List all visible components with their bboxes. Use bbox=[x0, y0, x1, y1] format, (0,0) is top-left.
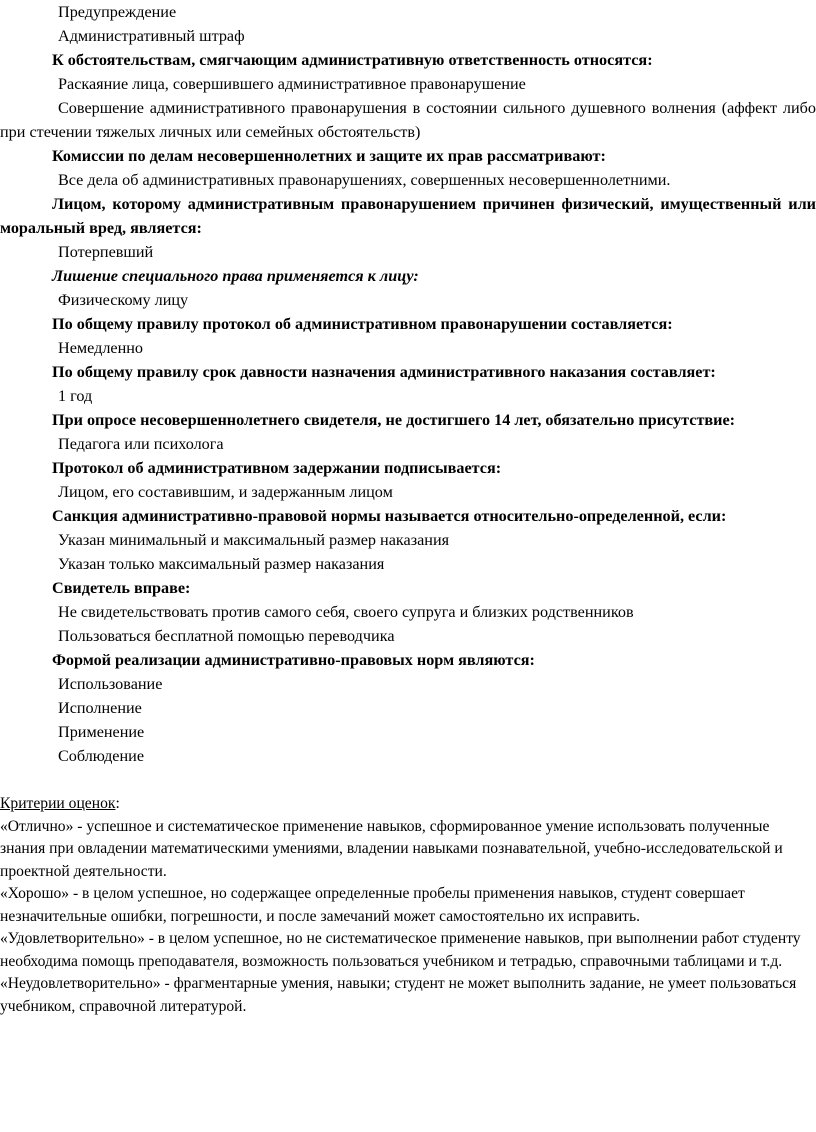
question-heading: Формой реализации административно-правовых норм являются: bbox=[52, 651, 535, 669]
answer-line: Немедленно bbox=[58, 339, 144, 357]
criteria-item-good: «Хорошо» - в целом успешное, но содержащее определенные пробелы применения навыков, студент совершает незначительные ошибки, погрешности, и после замечаний может самостоятельно их исправить. bbox=[0, 885, 745, 925]
grading-criteria bbox=[0, 793, 816, 1018]
criteria-title-text: Критерии оценок bbox=[0, 795, 116, 812]
answer-line: Не свидетельствовать против самого себя, своего супруга и близких родственников bbox=[58, 603, 634, 621]
answer-line: Раскаяние лица, совершившего административное правонарушение bbox=[58, 75, 526, 93]
answer-line: Указан только максимальный размер наказания bbox=[58, 555, 385, 573]
answer-line: Административный штраф bbox=[58, 27, 245, 45]
criteria-title-colon: : bbox=[115, 795, 120, 812]
answer-line: Указан минимальный и максимальный размер наказания bbox=[58, 531, 450, 549]
answer-line: Лицом, его составившим, и задержанным лицом bbox=[58, 483, 393, 501]
question-heading: При опросе несовершеннолетнего свидетеля, не достигшего 14 лет, обязательно присутствие: bbox=[52, 411, 736, 429]
question-heading: Свидетель вправе: bbox=[52, 579, 191, 597]
answer-line: Применение bbox=[58, 723, 145, 741]
question-heading: Лишение специального права применяется к лицу: bbox=[52, 267, 419, 285]
question-heading: Комиссии по делам несовершеннолетних и защите их прав рассматривают: bbox=[52, 147, 606, 165]
answer-line: Совершение административного правонарушения в состоянии сильного душевного волнения (аффект либо при стечении тяжелых личных или семейных обстоятельств) bbox=[0, 99, 816, 141]
answer-line: Потерпевший bbox=[58, 243, 154, 261]
question-heading: Санкция административно-правовой нормы называется относительно-определенной, если: bbox=[52, 507, 727, 525]
answer-line: Соблюдение bbox=[58, 747, 145, 765]
answer-line: Предупреждение bbox=[58, 3, 177, 21]
question-heading: Протокол об административном задержании подписывается: bbox=[52, 459, 502, 477]
criteria-item-excellent: «Отлично» - успешное и систематическое применение навыков, сформированное умение использовать полученные знания при овладении математическими умениями, владении навыками познавательной, учебно-исследовательской и проектной деятельности. bbox=[0, 817, 783, 880]
answer-line: Все дела об административных правонарушениях, совершенных несовершеннолетними. bbox=[58, 171, 671, 189]
question-heading: Лицом, которому административным правонарушением причинен физический, имущественный или моральный вред, является: bbox=[0, 195, 816, 237]
answer-line: Педагога или психолога bbox=[58, 435, 224, 453]
criteria-item-unsatisfactory: «Неудовлетворительно» - фрагментарные умения, навыки; студент не может выполнить задание, не умеет пользоваться учебником, справочной литературой. bbox=[0, 975, 797, 1015]
question-heading: По общему правилу срок давности назначения административного наказания составляет: bbox=[52, 363, 716, 381]
answer-line: 1 год bbox=[58, 387, 93, 405]
answer-line: Исполнение bbox=[58, 699, 142, 717]
question-heading: По общему правилу протокол об административном правонарушении составляется: bbox=[52, 315, 673, 333]
answer-line: Физическому лицу bbox=[58, 291, 189, 309]
criteria-title bbox=[0, 793, 816, 816]
answer-line: Использование bbox=[58, 675, 163, 693]
answer-line: Пользоваться бесплатной помощью переводчика bbox=[58, 627, 395, 645]
criteria-item-satisfactory: «Удовлетворительно» - в целом успешное, но не систематическое применение навыков, при выполнении работ студенту необходима помощь преподавателя, возможность пользоваться учебником и тетрадью, справочными таблицами и т.д. bbox=[0, 930, 801, 970]
question-heading: К обстоятельствам, смягчающим административную ответственность относятся: bbox=[52, 51, 653, 69]
